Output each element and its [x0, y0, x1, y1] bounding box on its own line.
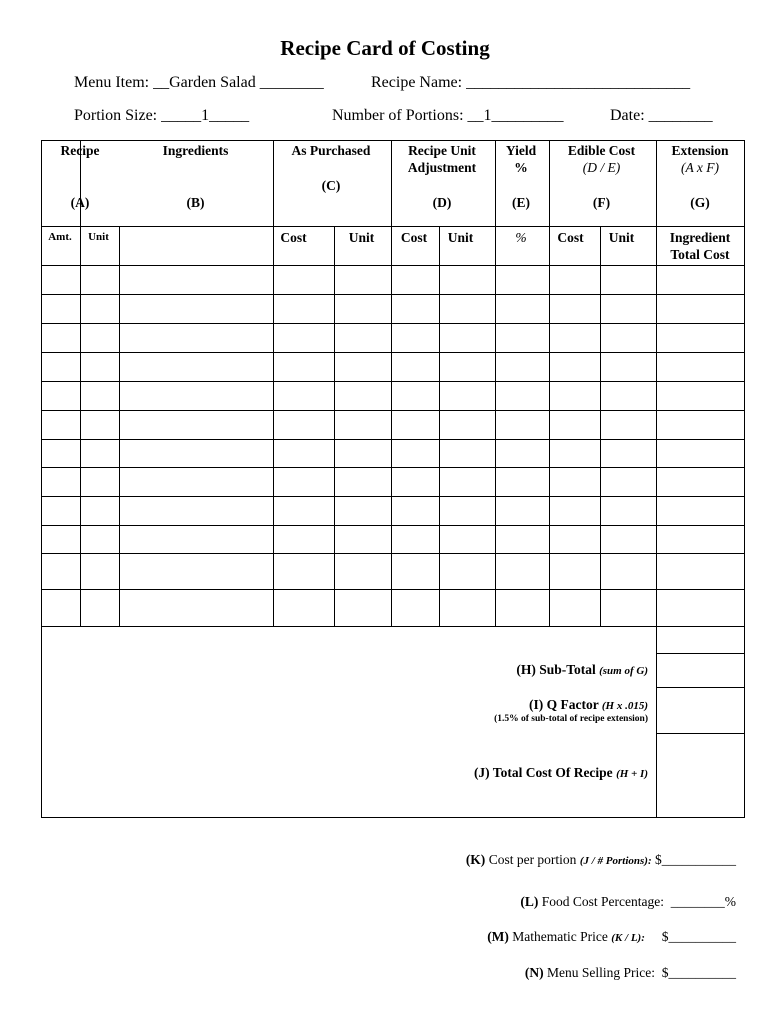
col-recipe-letter: (A)	[70, 195, 90, 210]
col-divider	[600, 226, 601, 626]
subheader-ingredient: Ingredient	[669, 230, 731, 245]
subheader-unit: Unit	[447, 230, 474, 245]
col-edible-cost-header: Edible Cost	[567, 143, 636, 158]
col-extension-header: Extension	[671, 143, 729, 158]
subheader-pct: %	[515, 230, 527, 245]
row-divider	[42, 410, 744, 411]
row-divider	[42, 439, 744, 440]
row-divider	[42, 226, 744, 227]
col-divider	[334, 226, 335, 626]
col-yield-pct: %	[514, 160, 528, 175]
col-yield-letter: (E)	[512, 195, 530, 210]
subheader-cost: Cost	[557, 230, 584, 245]
col-yield-header: Yield	[505, 143, 537, 158]
number-of-portions-field[interactable]: Number of Portions: __1_________	[332, 107, 564, 124]
col-adjustment-header: Adjustment	[407, 160, 477, 175]
q-factor-note: (1.5% of sub-total of recipe extension)	[494, 714, 648, 724]
subheader-unit: Unit	[348, 230, 375, 245]
subheader-total-cost: Total Cost	[670, 247, 730, 262]
row-divider	[42, 553, 744, 554]
col-ingredients-header: Ingredients	[162, 143, 229, 158]
date-field[interactable]: Date: ________	[610, 107, 713, 124]
row-divider	[42, 626, 744, 627]
subheader-unit: Unit	[88, 231, 109, 243]
col-recipe-header: Recipe	[60, 143, 100, 158]
subheader-cost: Cost	[280, 230, 307, 245]
subheader-cost: Cost	[400, 230, 428, 245]
total-cost-label: (J) Total Cost Of Recipe (H + I)	[473, 765, 648, 780]
col-recipe-unit-header: Recipe Unit	[408, 143, 476, 158]
col-extension-formula: (A x F)	[681, 160, 719, 175]
row-divider	[42, 589, 744, 590]
q-factor-label: (I) Q Factor (H x .015)	[529, 697, 648, 712]
subheader-unit: Unit	[608, 230, 635, 245]
row-divider	[42, 294, 744, 295]
menu-selling-price-field[interactable]: (N) Menu Selling Price: $__________	[524, 965, 736, 980]
food-cost-percentage-field[interactable]: (L) Food Cost Percentage: ________%	[520, 894, 736, 909]
menu-item-field[interactable]: Menu Item: __Garden Salad ________	[74, 74, 324, 91]
col-extension-letter: (G)	[690, 195, 710, 210]
row-divider	[42, 323, 744, 324]
row-divider	[656, 733, 744, 734]
row-divider	[42, 381, 744, 382]
col-divider	[439, 226, 440, 626]
col-as-purchased-header: As Purchased	[291, 143, 371, 158]
col-edible-formula: (D / E)	[582, 160, 621, 175]
row-divider	[656, 687, 744, 688]
col-divider	[119, 226, 120, 626]
row-divider	[42, 525, 744, 526]
row-divider	[42, 265, 744, 266]
row-divider	[42, 496, 744, 497]
portion-size-field[interactable]: Portion Size: _____1_____	[74, 107, 250, 124]
col-ingredients-letter: (B)	[186, 195, 205, 210]
row-divider	[656, 653, 744, 654]
row-divider	[42, 352, 744, 353]
col-edible-letter: (F)	[592, 195, 611, 210]
cost-per-portion-field[interactable]: (K) Cost per portion (J / # Portions): $___________	[465, 852, 736, 867]
row-divider	[42, 467, 744, 468]
col-recipe-unit-letter: (D)	[432, 195, 452, 210]
subtotal-label: (H) Sub-Total (sum of G)	[516, 662, 648, 677]
recipe-name-field[interactable]: Recipe Name: ____________________________	[371, 74, 691, 91]
page-title: Recipe Card of Costing	[280, 36, 490, 60]
mathematic-price-field[interactable]: (M) Mathematic Price (K / L): $__________	[487, 929, 736, 944]
subheader-amt: Amt.	[48, 231, 72, 243]
col-as-purchased-letter: (C)	[321, 178, 341, 193]
